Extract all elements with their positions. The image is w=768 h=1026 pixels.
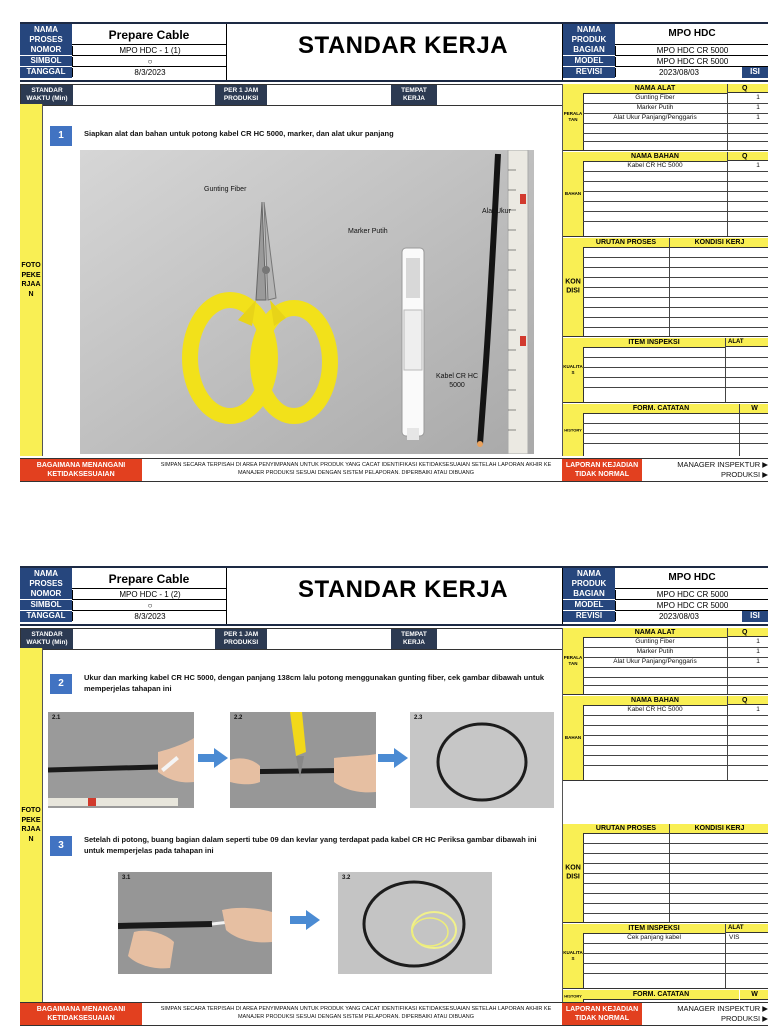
step-number: 2: [50, 674, 72, 694]
simbol-value: ○: [72, 601, 227, 610]
kondisi-section: [563, 238, 768, 337]
bahan-qty: 1: [756, 162, 760, 169]
annotation-kabel: Kabel CR HC 5000: [435, 373, 478, 389]
laporan-label: LAPORAN KEJADIAN TIDAK NORMAL: [562, 1003, 642, 1025]
label-standar-waktu: STANDAR WAKTU (Min): [21, 85, 73, 105]
alat-name: Alat Ukur Panjang/Penggaris: [613, 114, 697, 121]
history-section: [563, 404, 768, 456]
right-panel: [562, 628, 768, 1002]
form-catatan-header: FORM. CATATAN: [583, 404, 739, 414]
annotation-marker: Marker Putih: [348, 228, 388, 235]
step-photo: [338, 872, 492, 974]
bahan-name: Kabel CR HC 5000: [627, 162, 683, 169]
nomor-value: MPO HDC - 1 (2): [72, 590, 227, 599]
photo-label: 3.1: [122, 875, 131, 881]
label-nama-proses: NAMA PROSES: [20, 24, 72, 45]
qty-header: Q: [728, 84, 768, 93]
nama-alat-header: NAMA ALAT: [583, 628, 727, 638]
alat-name: Marker Putih: [636, 104, 674, 111]
step-number: 1: [50, 126, 72, 146]
bahan-qty: 1: [756, 706, 760, 713]
label-per-jam: PER 1 JAM PRODUKSI: [215, 85, 267, 105]
produksi-line: PRODUKSI ▶: [720, 1013, 768, 1023]
page-title: STANDAR KERJA: [297, 32, 509, 59]
kondisi-kerja-header: KONDISI KERJ: [670, 824, 768, 834]
label-tempat-kerja: TEMPAT KERJA: [391, 85, 437, 105]
sheet-footer: [20, 1002, 768, 1026]
label-standar-waktu: STANDAR WAKTU (Min): [21, 629, 73, 649]
peralatan-section: [563, 628, 768, 695]
sheet-footer: [20, 458, 768, 482]
step-photo: [410, 712, 554, 808]
bagian-value: MPO HDC CR 5000: [615, 46, 768, 55]
arrow-right-icon: [306, 910, 320, 930]
photo-kevlar-removed: [338, 872, 492, 974]
alat-qty: 1: [756, 94, 760, 101]
item-inspeksi-header: ITEM INSPEKSI: [583, 338, 725, 348]
w-header: W: [740, 404, 768, 414]
bagaimana-label: BAGAIMANA MENANGANI KETIDAKSESUAIAN: [20, 1003, 142, 1025]
photo-label: 2.1: [52, 715, 61, 721]
kondisi-kerja-header: KONDISI KERJ: [670, 238, 768, 248]
produksi-line: PRODUKSI ▶: [720, 469, 768, 479]
alat-header: ALAT: [726, 924, 768, 933]
revisi-value: 2023/08/03: [615, 612, 742, 621]
handling-instruction: SIMPAN SECARA TERPISAH DI AREA PENYIMPANAN UNTUK PRODUK YANG CACAT IDENTIFIKASI KETIDAKSESUAIAN SETELAH LAPORAN AKHIR KE MANAJER PRODUKSI SESUAI DENGAN SISTEM PELAPORAN. DIPERBAIKI ATAU DIBUANG: [160, 462, 552, 476]
alat-qty: 1: [756, 638, 760, 645]
revisi-value: 2023/08/03: [615, 68, 742, 77]
tanggal-value: 8/3/2023: [72, 612, 227, 621]
label-isi: ISI: [742, 67, 768, 78]
nama-bahan-header: NAMA BAHAN: [583, 152, 727, 162]
alat-qty: 1: [756, 658, 760, 665]
process-name: Prepare Cable: [108, 572, 190, 586]
label-per-jam: PER 1 JAM PRODUKSI: [215, 629, 267, 649]
photo-label: 3.2: [342, 875, 351, 881]
laporan-label: LAPORAN KEJADIAN TIDAK NORMAL: [562, 459, 642, 481]
bahan-label: BAHAN: [564, 735, 582, 740]
sheet-header: [20, 22, 768, 82]
alat-name: Alat Ukur Panjang/Penggaris: [613, 658, 697, 665]
label-bagian: BAGIAN: [563, 589, 615, 599]
label-nama-produk: NAMA PRODUK: [563, 568, 615, 589]
step-instruction: Setelah di potong, buang bagian dalam seperti tube 09 dan kevlar yang terdapat pada kabel CR HC Periksa gambar dibawah ini untuk memperjelas pada tahapan ini: [84, 835, 537, 855]
bahan-name: Kabel CR HC 5000: [627, 706, 683, 713]
manager-line: MANAGER INSPEKTUR ▶: [677, 1004, 768, 1013]
nama-alat-header: NAMA ALAT: [583, 84, 727, 94]
photo-cable-coil: [410, 712, 554, 808]
step-number: 3: [50, 836, 72, 856]
history-label: HISTORY: [564, 993, 582, 999]
photo-label: 2.3: [414, 715, 423, 721]
label-bagian: BAGIAN: [563, 45, 615, 55]
qty-header: Q: [728, 628, 768, 637]
peralatan-label: PERALATAN: [563, 655, 583, 666]
bahan-label: BAHAN: [564, 191, 582, 196]
label-revisi: REVISI: [563, 67, 615, 78]
work-area: [42, 104, 563, 456]
annotation-alat-ukur: Alat Ukur: [482, 208, 511, 215]
process-name: Prepare Cable: [108, 28, 190, 42]
arrow-right-icon: [394, 748, 408, 768]
work-area: [42, 648, 563, 1002]
urutan-proses-header: URUTAN PROSES: [583, 238, 669, 248]
photo-strip-cable: [118, 872, 272, 974]
photo-measure-cable: [48, 712, 194, 808]
alat-name: Gunting Fiber: [635, 94, 675, 101]
qty-header: Q: [728, 152, 768, 161]
label-tanggal: TANGGAL: [20, 611, 72, 622]
time-bar: [20, 628, 564, 650]
label-simbol: SIMBOL: [20, 600, 72, 610]
label-nomor: NOMOR: [20, 45, 72, 55]
tools-photo: [80, 150, 534, 454]
history-label: HISTORY: [564, 427, 582, 433]
product-name: MPO HDC: [668, 572, 716, 583]
step-photo: [48, 712, 194, 808]
label-simbol: SIMBOL: [20, 56, 72, 66]
photo-label: 2.2: [234, 715, 243, 721]
nomor-value: MPO HDC - 1 (1): [72, 46, 227, 55]
manager-routing: [642, 460, 768, 479]
step-instruction: Siapkan alat dan bahan untuk potong kabel CR HC 5000, marker, dan alat ukur panjang: [84, 129, 394, 138]
arrow-right-icon: [198, 754, 214, 762]
right-panel: [562, 84, 768, 456]
label-tanggal: TANGGAL: [20, 67, 72, 78]
kondisi-label: KONDISI: [565, 278, 581, 294]
manager-line: MANAGER INSPEKTUR ▶: [677, 460, 768, 469]
foto-pekerjaan-sidebar: [20, 648, 43, 1002]
alat-qty: 1: [756, 104, 760, 111]
urutan-proses-header: URUTAN PROSES: [583, 824, 669, 834]
model-value: MPO HDC CR 5000: [615, 57, 768, 66]
alat-qty: 1: [756, 114, 760, 121]
manager-routing: [642, 1004, 768, 1023]
bagaimana-label: BAGAIMANA MENANGANI KETIDAKSESUAIAN: [20, 459, 142, 481]
foto-pekerjaan-sidebar: [20, 104, 43, 456]
tools-photo-drawing: [80, 150, 534, 454]
model-value: MPO HDC CR 5000: [615, 601, 768, 610]
peralatan-section: [563, 84, 768, 151]
label-revisi: REVISI: [563, 611, 615, 622]
label-nama-produk: NAMA PRODUK: [563, 24, 615, 45]
item-inspeksi-header: ITEM INSPEKSI: [583, 924, 725, 934]
alat-qty: 1: [756, 648, 760, 655]
kualitas-section: [563, 924, 768, 989]
bahan-section: [563, 152, 768, 237]
arrow-right-icon: [214, 748, 228, 768]
simbol-value: ○: [72, 57, 227, 66]
nama-bahan-header: NAMA BAHAN: [583, 696, 727, 706]
kualitas-label: KUALITAS: [563, 950, 583, 961]
alat-name: Marker Putih: [636, 648, 674, 655]
w-header: W: [740, 990, 768, 1000]
label-isi: ISI: [742, 611, 768, 622]
step-photo: [118, 872, 272, 974]
kondisi-section: [563, 824, 768, 923]
photo-cut-cable: [230, 712, 376, 808]
kualitas-section: [563, 338, 768, 403]
arrow-right-icon: [378, 754, 394, 762]
label-model: MODEL: [563, 600, 615, 610]
foto-pekerjaan-label: FOTO PEKERJAAN: [21, 262, 41, 298]
label-nama-proses: NAMA PROSES: [20, 568, 72, 589]
arrow-right-icon: [290, 916, 306, 924]
label-tempat-kerja: TEMPAT KERJA: [391, 629, 437, 649]
alat-header: ALAT: [726, 338, 768, 347]
kualitas-label: KUALITAS: [563, 364, 583, 375]
label-model: MODEL: [563, 56, 615, 66]
label-nomor: NOMOR: [20, 589, 72, 599]
step-photo: [230, 712, 376, 808]
sheet-header: [20, 566, 768, 626]
alat-name: Gunting Fiber: [635, 638, 675, 645]
tanggal-value: 8/3/2023: [72, 68, 227, 77]
kondisi-label: KONDISI: [565, 864, 581, 880]
annotation-gunting: Gunting Fiber: [204, 186, 247, 193]
bagian-value: MPO HDC CR 5000: [615, 590, 768, 599]
history-section: [563, 990, 768, 1002]
qty-header: Q: [728, 696, 768, 705]
peralatan-label: PERALATAN: [563, 111, 583, 122]
step-instruction: Ukur dan marking kabel CR HC 5000, dengan panjang 138cm lalu potong menggunakan gunting fiber, cek gambar dibawah untuk memperjelas tahapan ini: [84, 673, 545, 693]
foto-pekerjaan-label: FOTO PEKERJAAN: [21, 807, 41, 843]
inspeksi-item: Cek panjang kabel: [627, 934, 681, 941]
bahan-section: [563, 696, 768, 781]
inspeksi-alat: VIS: [729, 934, 740, 941]
form-catatan-header: FORM. CATATAN: [583, 990, 739, 1000]
time-bar: [20, 84, 564, 106]
product-name: MPO HDC: [668, 28, 716, 39]
handling-instruction: SIMPAN SECARA TERPISAH DI AREA PENYIMPANAN UNTUK PRODUK YANG CACAT IDENTIFIKASI KETIDAKSESUAIAN SETELAH LAPORAN AKHIR KE MANAJER PRODUKSI SESUAI DENGAN SISTEM PELAPORAN. DIPERBAIKI ATAU DIBUANG: [160, 1006, 552, 1020]
page-title: STANDAR KERJA: [297, 576, 509, 603]
